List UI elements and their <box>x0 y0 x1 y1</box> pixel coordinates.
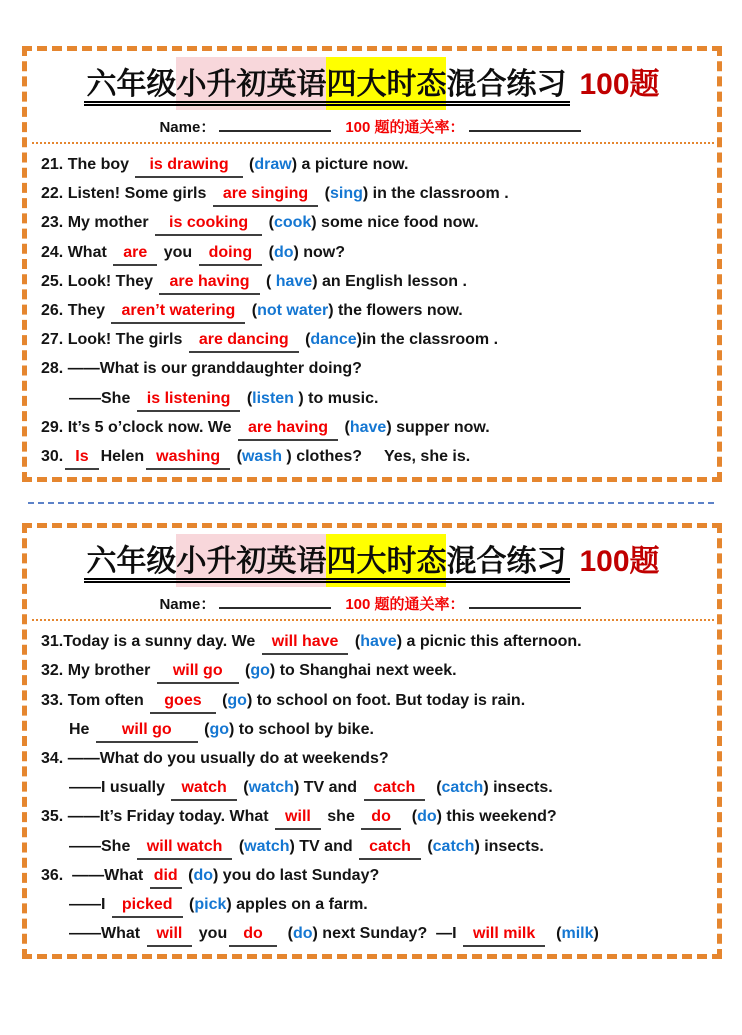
question-text: He <box>69 720 94 738</box>
answer-blank[interactable]: are <box>113 243 157 266</box>
title-part-grade: 六年级 <box>86 68 177 101</box>
question-line <box>41 179 705 208</box>
name-label: Name： <box>159 119 216 136</box>
verb-hint <box>345 419 392 436</box>
hint-paren-open: ( <box>251 302 258 320</box>
header-separator <box>32 142 714 144</box>
question-text: to Shanghai next week. <box>275 662 457 680</box>
question-line <box>41 890 705 919</box>
question-text: ——I <box>69 896 110 914</box>
hint-paren-close: ) <box>362 185 369 203</box>
question-line <box>41 150 705 179</box>
hint-paren-open: ( <box>245 662 251 680</box>
hint-word: cook <box>273 214 312 232</box>
verb-hint <box>305 331 362 348</box>
answer-blank[interactable]: doing <box>199 243 263 266</box>
name-row <box>41 116 705 137</box>
hint-paren-open: ( <box>268 214 274 232</box>
hint-word: catch <box>432 837 475 855</box>
question-text: 21. The boy <box>41 156 134 173</box>
question-text: in the classroom . <box>361 331 499 349</box>
verb-hint <box>325 185 369 202</box>
hint-word: do <box>273 243 294 261</box>
question-text: some nice food now. <box>316 214 479 232</box>
question-line <box>41 354 705 383</box>
verb-hint <box>239 838 295 855</box>
hint-word: do <box>193 866 214 884</box>
verb-hint <box>355 633 402 650</box>
question-text: to school on foot. But today is rain. <box>252 691 526 709</box>
verb-hint <box>269 244 299 261</box>
hint-word: have <box>349 418 387 436</box>
hint-word: draw <box>254 156 292 173</box>
answer-blank[interactable]: aren’t watering <box>111 301 245 324</box>
hint-paren-close: ) <box>386 418 392 436</box>
answer-blank[interactable]: is listening <box>137 389 241 412</box>
question-line <box>41 686 705 715</box>
title-part-suffix: 混合练习 <box>446 68 567 101</box>
worksheet-page <box>0 46 742 959</box>
question-list <box>41 146 705 471</box>
name-blank[interactable] <box>219 119 331 132</box>
hint-paren-open: ( <box>556 925 562 943</box>
header-separator <box>32 619 714 621</box>
question-text: clothes? Yes, she is. <box>291 448 471 466</box>
question-text <box>403 808 412 825</box>
title-highlight-yellow: 四大时态 <box>326 534 446 587</box>
answer-blank[interactable]: is cooking <box>155 213 262 236</box>
question-line <box>41 744 705 773</box>
hint-paren-open: ( <box>265 272 276 290</box>
hint-word: wash <box>241 448 282 466</box>
answer-blank[interactable]: are having <box>238 418 338 441</box>
answer-blank[interactable]: did <box>150 866 182 889</box>
hint-paren-open: ( <box>246 389 253 407</box>
question-text: 34. ——What do you usually do at weekends? <box>41 750 389 768</box>
hint-word: watch <box>248 779 294 797</box>
section-divider <box>28 502 714 504</box>
hint-paren-close: ) <box>312 272 318 290</box>
hint-paren-close: ) <box>312 925 318 943</box>
section-box-2 <box>22 523 722 959</box>
question-text: 23. My mother <box>41 214 154 232</box>
hint-paren-close: ) <box>396 633 403 651</box>
verb-hint <box>252 302 334 319</box>
verb-hint <box>427 838 479 855</box>
question-text: in the classroom . <box>368 185 509 203</box>
question-text: now? <box>298 243 346 261</box>
question-line <box>41 627 705 656</box>
hint-paren-open: ( <box>436 779 442 797</box>
question-text: this weekend? <box>441 808 557 826</box>
question-line <box>41 238 705 267</box>
pass-rate-blank[interactable] <box>469 119 581 132</box>
answer-blank[interactable]: will <box>275 807 321 830</box>
question-text: 22. Listen! Some girls <box>41 185 211 203</box>
hint-paren-close: ) <box>593 925 599 943</box>
title-count: 100题 <box>579 545 660 579</box>
verb-hint <box>412 808 442 825</box>
hint-paren-open: ( <box>354 633 361 651</box>
hint-paren-close: ) <box>483 779 489 797</box>
hint-paren-close: ) <box>293 389 304 407</box>
hint-paren-open: ( <box>238 837 245 855</box>
hint-word: do <box>292 925 313 943</box>
hint-paren-open: ( <box>427 837 433 855</box>
hint-word: go <box>209 720 230 738</box>
hint-paren-open: ( <box>222 691 228 709</box>
verb-hint <box>222 692 252 709</box>
answer-blank[interactable]: Is <box>65 447 98 470</box>
hint-paren-close: ) <box>269 662 276 680</box>
answer-blank[interactable]: do <box>229 924 277 947</box>
pass-rate-blank[interactable] <box>469 596 581 609</box>
question-text: 33. Tom often <box>41 691 149 709</box>
hint-word: go <box>227 691 247 709</box>
question-line <box>41 384 705 413</box>
hint-word: dance <box>310 331 357 349</box>
hint-paren-close: ) <box>356 331 362 349</box>
question-text: 29. It’s 5 o’clock now. We <box>41 418 237 436</box>
question-line <box>41 296 705 325</box>
question-line <box>41 442 705 471</box>
title-highlight-pink: 小升初英语 <box>176 534 326 587</box>
hint-word: listen <box>252 389 294 407</box>
hint-paren-open: ( <box>249 156 255 173</box>
answer-blank[interactable]: picked <box>112 895 183 918</box>
hint-word: do <box>417 808 437 826</box>
title-part-grade: 六年级 <box>86 545 177 579</box>
question-text: TV and <box>294 837 358 855</box>
title-text <box>86 65 566 104</box>
question-text: next Sunday? —I <box>317 925 461 943</box>
answer-blank[interactable]: will go <box>96 720 198 743</box>
worksheet-title <box>41 55 705 104</box>
question-line <box>41 267 705 296</box>
question-line <box>41 413 705 442</box>
question-line <box>41 208 705 237</box>
answer-blank[interactable]: watch <box>171 778 236 801</box>
pass-rate-label: 100 题的通关率： <box>345 596 465 614</box>
question-text: Helen <box>100 448 145 466</box>
hint-word: milk <box>561 925 594 943</box>
question-line <box>41 832 705 861</box>
question-line <box>41 919 705 948</box>
answer-blank[interactable]: are having <box>159 272 259 295</box>
answer-blank[interactable]: will <box>147 924 193 947</box>
name-row <box>41 593 705 614</box>
section-box-1 <box>22 46 722 482</box>
verb-hint <box>247 390 304 407</box>
hint-paren-close: ) <box>328 302 334 320</box>
verb-hint <box>188 867 218 884</box>
question-text: 26. They <box>41 302 110 320</box>
question-text: ——I usually <box>69 779 170 797</box>
hint-word: pick <box>194 896 227 914</box>
answer-blank[interactable]: catch <box>364 778 426 801</box>
verb-hint <box>243 779 299 796</box>
question-text: 24. What <box>41 243 112 261</box>
question-text: insects. <box>488 779 553 797</box>
question-text <box>279 925 288 942</box>
question-text: 27. Look! The girls <box>41 331 187 349</box>
answer-blank[interactable]: catch <box>359 837 421 860</box>
question-text: 35. ——It’s Friday today. What <box>41 808 274 826</box>
question-line <box>41 773 705 802</box>
hint-paren-close: ) <box>436 808 442 826</box>
question-text: 25. Look! They <box>41 272 158 290</box>
answer-blank[interactable]: will go <box>157 661 239 684</box>
question-text: 36. ——What <box>41 866 148 884</box>
title-count: 100题 <box>579 68 660 101</box>
question-text: to school by bike. <box>234 720 374 738</box>
answer-blank[interactable]: are dancing <box>189 330 299 353</box>
title-highlight-pink: 小升初英语 <box>176 57 326 110</box>
question-text: ——She <box>69 837 135 855</box>
question-text: you <box>159 243 197 261</box>
hint-paren-open: ( <box>189 896 195 914</box>
answer-blank[interactable]: washing <box>146 447 230 470</box>
hint-paren-close: ) <box>474 837 480 855</box>
hint-word: watch <box>244 837 290 855</box>
question-text: 28. ——What is our granddaughter doing? <box>41 360 362 378</box>
hint-paren-close: ) <box>281 448 292 466</box>
answer-blank[interactable]: do <box>361 807 401 830</box>
question-text: ——What <box>69 925 145 943</box>
answer-blank[interactable]: will watch <box>137 837 233 860</box>
hint-paren-open: ( <box>344 418 350 436</box>
hint-paren-open: ( <box>243 779 249 797</box>
question-text: an English lesson . <box>317 272 467 290</box>
answer-blank[interactable]: will have <box>262 632 349 655</box>
verb-hint <box>249 156 297 173</box>
verb-hint <box>245 662 275 679</box>
hint-word: sing <box>329 185 363 203</box>
hint-paren-open: ( <box>188 866 194 884</box>
question-text: a picnic this afternoon. <box>402 633 582 651</box>
hint-paren-close: ) <box>289 837 295 855</box>
question-text: 32. My brother <box>41 662 155 680</box>
hint-paren-open: ( <box>411 808 418 826</box>
hint-paren-open: ( <box>287 925 293 943</box>
hint-paren-close: ) <box>311 214 317 232</box>
question-text: you <box>194 925 228 943</box>
answer-blank[interactable]: is drawing <box>135 155 242 178</box>
hint-paren-open: ( <box>268 243 274 261</box>
hint-word: have <box>275 272 313 290</box>
name-blank[interactable] <box>219 596 331 609</box>
answer-blank[interactable]: are singing <box>213 184 318 207</box>
question-text: she <box>322 808 360 826</box>
hint-word: have <box>360 633 397 651</box>
question-text: you do last Sunday? <box>218 866 380 884</box>
hint-paren-open: ( <box>236 448 242 466</box>
question-text: ——She <box>69 389 135 407</box>
question-line <box>41 715 705 744</box>
question-text: TV and <box>299 779 362 797</box>
hint-paren-open: ( <box>305 331 311 349</box>
answer-blank[interactable]: goes <box>150 691 215 714</box>
hint-paren-open: ( <box>204 720 210 738</box>
name-label: Name： <box>159 596 216 614</box>
question-text: to music. <box>303 389 379 407</box>
verb-hint <box>204 721 234 738</box>
hint-word: catch <box>441 779 484 797</box>
title-highlight-yellow: 四大时态 <box>326 57 446 110</box>
hint-paren-close: ) <box>246 691 253 709</box>
verb-hint <box>237 448 292 465</box>
title-part-suffix: 混合练习 <box>446 545 567 579</box>
hint-paren-close: ) <box>293 243 299 261</box>
worksheet-title <box>41 532 705 581</box>
hint-paren-close: ) <box>213 866 219 884</box>
question-text: 31.Today is a sunny day. We <box>41 633 260 651</box>
verb-hint <box>556 925 599 942</box>
question-text: insects. <box>479 837 544 855</box>
question-text: apples on a farm. <box>231 896 368 914</box>
question-list <box>41 623 705 948</box>
title-text <box>86 542 566 581</box>
verb-hint <box>189 896 232 913</box>
verb-hint <box>288 925 318 942</box>
question-text: supper now. <box>391 418 490 436</box>
question-text: 30. <box>41 448 64 466</box>
verb-hint <box>269 214 317 231</box>
answer-blank[interactable]: will milk <box>463 924 545 947</box>
verb-hint <box>436 779 488 796</box>
question-line <box>41 656 705 685</box>
question-line <box>41 861 705 890</box>
hint-word: not water <box>257 302 329 320</box>
hint-word: go <box>250 662 270 680</box>
hint-paren-close: ) <box>293 779 300 797</box>
verb-hint <box>266 273 318 290</box>
question-text <box>547 925 556 942</box>
hint-paren-close: ) <box>229 720 235 738</box>
pass-rate-label: 100 题的通关率： <box>345 119 465 136</box>
hint-paren-open: ( <box>324 185 330 203</box>
question-text <box>427 779 436 796</box>
question-text: the flowers now. <box>333 302 463 320</box>
hint-paren-close: ) <box>226 896 232 914</box>
hint-paren-close: ) <box>291 156 298 173</box>
question-line <box>41 325 705 354</box>
question-line <box>41 802 705 831</box>
question-text: a picture now. <box>297 156 409 173</box>
